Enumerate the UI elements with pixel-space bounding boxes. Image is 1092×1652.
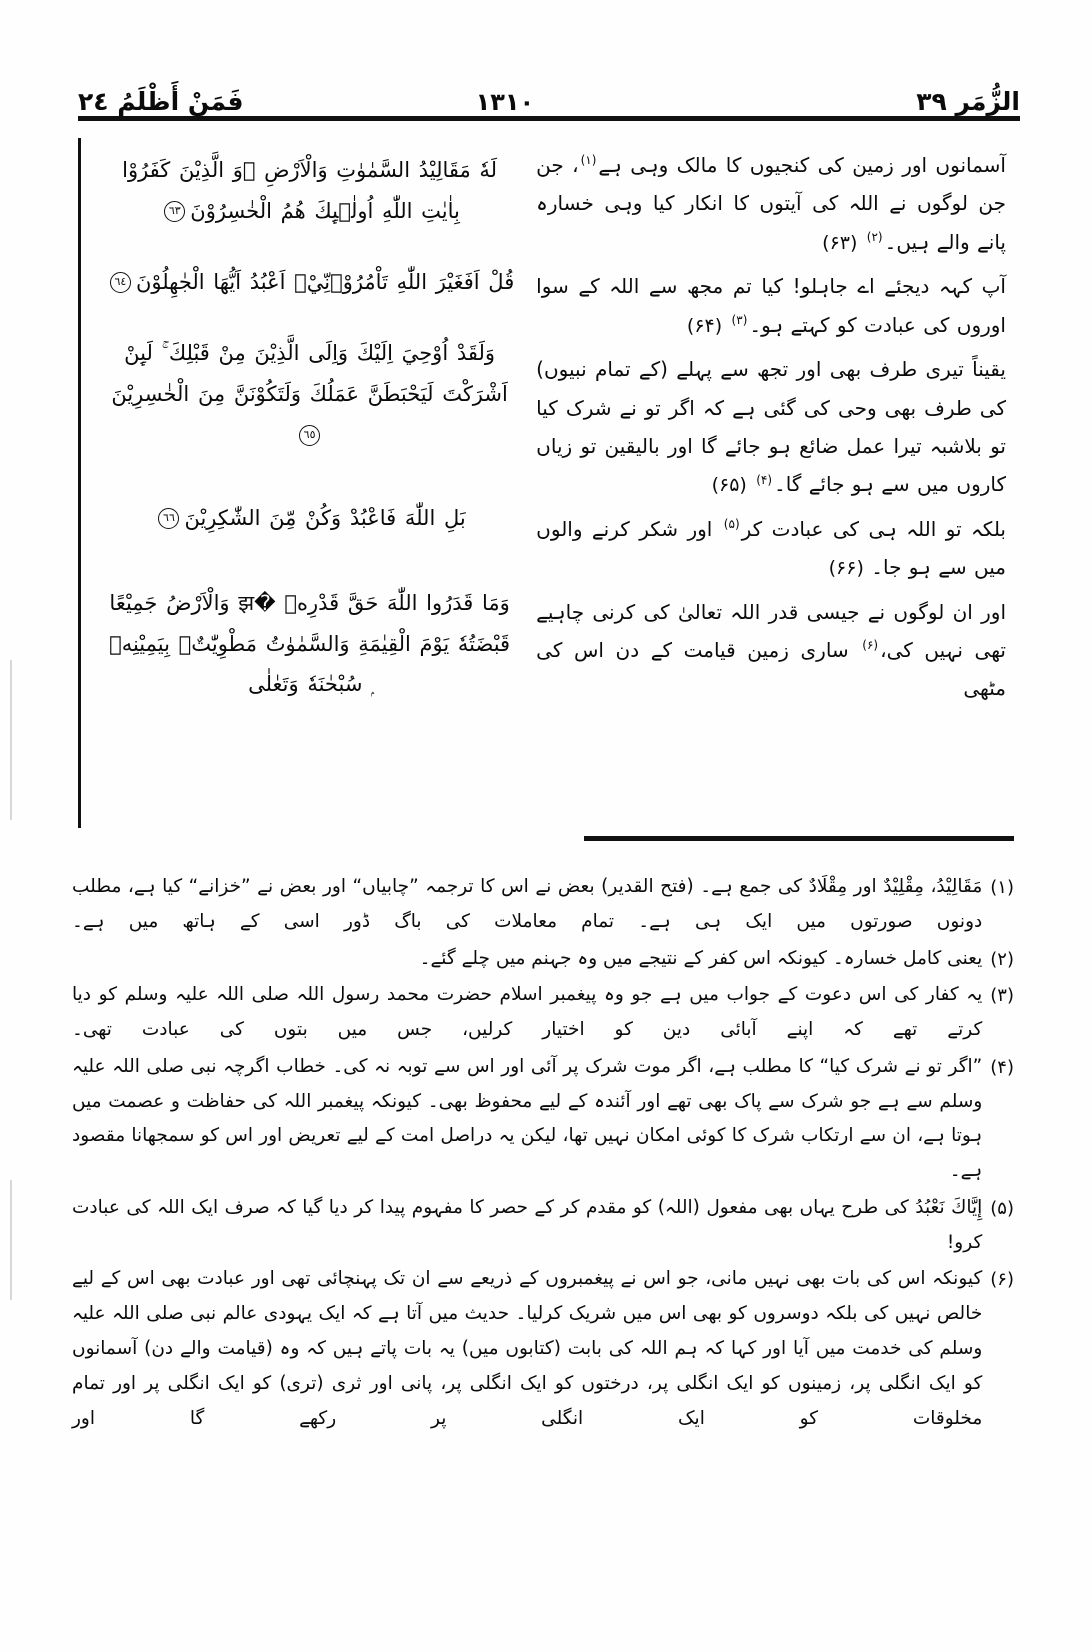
footnote-ref-2: (۳)	[731, 312, 748, 327]
footnote-item	[72, 1262, 1014, 1436]
quran-verse	[99, 583, 520, 706]
footnote-text: یہ کفار کی اس دعوت کے جواب میں ہے جو وہ پیغمبر اسلام حضرت محمد رسول اللہ صلی اللہ علیہ وسلم کو دیا کرتے تھے کہ اپنے آبائی دین کو اختیار کرلیں، جس میں بتوں کی عبادت تھی۔	[72, 984, 983, 1041]
footnote-ref: (۶)	[862, 638, 879, 653]
translation-paragraph	[536, 146, 1006, 261]
footnote-item	[72, 1191, 1014, 1261]
footnote-ref-2: (۴)	[756, 472, 773, 487]
running-header	[78, 62, 1020, 114]
translation-text: آپ کہہ دیجئے اے جاہلو! کیا تم مجھ سے اللہ کے سوا اوروں کی عبادت کو کہتے ہو۔	[536, 274, 1006, 337]
ayah-number-marker: ٦٦	[158, 508, 179, 529]
footnote-number: (۶)	[990, 1269, 1014, 1291]
translation-text: آسمانوں اور زمین کی کنجیوں کا مالک وہی ہے	[598, 153, 1006, 177]
translation-text: اور ان لوگوں نے جیسی قدر اللہ تعالیٰ کی کرنی چاہیے تھی نہیں کی،	[536, 599, 1006, 662]
footnote-ref: (۵)	[723, 517, 740, 532]
footnote-ref-2: (۲)	[866, 230, 883, 245]
verse-text: لَهٗ مَقَالِيْدُ السَّمٰوٰتِ وَالْاَرْضِ ۭوَ الَّذِيْنَ كَفَرُوْا بِاٰيٰتِ اللّٰهِ اُولٰۗىِٕكَ هُمُ الْخٰسِرُوْنَ	[122, 158, 498, 223]
verse-text: بَلِ اللّٰهَ فَاعْبُدْ وَكُنْ مِّنَ الشّٰكِرِيْنَ	[184, 505, 466, 530]
footnote-block	[72, 870, 1014, 1632]
footnote-text: کیونکہ اس کی بات بھی نہیں مانی، جو اس نے پیغمبروں کے ذریعے سے ان تک پہنچائی تھی اور عبادت بھی اس کے لیے خالص نہیں کی بلکہ دوسروں کو بھی اس میں شریک کرلیا۔ حدیث میں آتا ہے کہ ایک یہودی عالم نبی صلی اللہ علیہ وسلم کی خدمت میں آیا اور کہا کہ ہم اللہ کی بابت (کتابوں میں) یہ بات پاتے ہیں کہ وہ (قیامت والے دن) آسمانوں کو ایک انگلی پر، زمینوں کو ایک انگلی پر، درختوں کو ایک انگلی پر، پانی اور ثری (تری) کو ایک انگلی پر اور تمام مخلوقات کو ایک انگلی پر رکھے گا اور	[72, 1268, 983, 1429]
footnote-item	[72, 942, 1014, 977]
translation-paragraph	[536, 593, 1006, 708]
page-number: ١٣١٠	[475, 88, 535, 116]
quran-verse	[99, 333, 520, 456]
footnote-number: (۵)	[990, 1197, 1014, 1219]
ayah-number-marker: ٦٤	[110, 272, 131, 293]
translation-paragraph	[536, 350, 1006, 504]
translation-text-cont: ، جن جن لوگوں نے اللہ کی آیتوں کا انکار کیا وہی خسارہ پانے والے ہیں۔	[536, 153, 1006, 254]
footnote-text: مَقَالِيْدُ، مِقْلِيْدٌ اور مِقْلَادٌ کی جمع ہے۔ (فتح القدیر) بعض نے اس کا ترجمہ ”چابیاں“ اور بعض نے ”خزانے“ کیا ہے، مطلب دونوں صورتوں میں ایک ہی ہے۔ تمام معاملات کی باگ ڈور اسی کے ہاتھ میں ہے۔	[72, 876, 983, 932]
verse-number: (۶۶)	[828, 557, 864, 580]
quran-verse	[99, 150, 520, 232]
translation-paragraph	[536, 267, 1006, 344]
footnote-number: (۴)	[990, 1056, 1014, 1078]
translation-paragraph	[536, 510, 1006, 587]
ayah-number-marker: ٦٥	[299, 425, 320, 446]
footnote-divider-rule	[584, 836, 1014, 841]
header-sura-label: الزُّمَر ٣٩	[916, 87, 1020, 116]
quran-verse	[99, 262, 520, 303]
ayah-number-marker: ٦٣	[164, 201, 185, 222]
footnote-item	[72, 978, 1014, 1048]
verse-number: (۶۳)	[822, 231, 858, 254]
verse-text: وَلَقَدْ اُوْحِيَ اِلَيْكَ وَاِلَى الَّذِيْنَ مِنْ قَبْلِكَ ۚ لَىِٕنْ اَشْرَكْتَ لَيَحْبَطَنَّ عَمَلُكَ وَلَتَكُوْنَنَّ مِنَ الْخٰسِرِيْنَ	[111, 340, 508, 406]
verse-number: (۶۵)	[711, 474, 747, 497]
verse-number: (۶۴)	[686, 314, 723, 337]
footnote-number: (۲)	[990, 948, 1014, 970]
header-para-label: فَمَنْ أَظْلَمُ ٢٤	[78, 87, 244, 116]
header-divider-rule	[78, 116, 1020, 120]
footnote-text: ”اگر تو نے شرک کیا“ کا مطلب ہے، اگر موت شرک پر آئی اور اس سے توبہ نہ کی۔ خطاب اگرچہ نبی صلی اللہ علیہ وسلم سے ہے جو شرک سے پاک بھی تھے اور آئندہ کے لیے محفوظ بھی۔ کیونکہ پیغمبر اللہ کی حفاظت و عصمت میں ہوتا ہے، ان سے ارتکاب شرک کا کوئی امکان نہیں تھا، لیکن یہ دراصل امت کے لیے تعریض اور اس کو سمجھانا مقصود ہے۔	[72, 1055, 983, 1182]
translation-text-cont: اور شکر کرنے والوں میں سے ہو جا۔	[536, 516, 1006, 580]
text-columns	[78, 138, 1020, 828]
scan-edge-artifact	[10, 1180, 12, 1300]
footnote-text: إِيَّاكَ نَعْبُدُ کی طرح یہاں بھی مفعول (اللہ) کو مقدم کر کے حصر کا مفہوم پیدا کر دیا گیا کہ صرف ایک اللہ کی عبادت کرو!	[72, 1196, 983, 1253]
footnote-text: یعنی کامل خسارہ۔ کیونکہ اس کفر کے نتیجے میں وہ جہنم میں چلے گئے۔	[419, 947, 983, 969]
arabic-verse-column	[78, 138, 530, 828]
scan-edge-artifact	[10, 660, 12, 820]
verse-text: وَمَا قَدَرُوا اللّٰهَ حَقَّ قَدْرِهٖ �झ وَالْاَرْضُ جَمِيْعًا قَبْضَتُهٗ يَوْمَ الْقِيٰمَةِ وَالسَّمٰوٰتُ مَطْوِيّٰتٌۢ بِيَمِيْنِهٖ ۭ سُبْحٰنَهٗ وَتَعٰلٰى	[109, 590, 511, 697]
urdu-translation-column	[530, 138, 1020, 828]
footnote-number: (۳)	[990, 985, 1014, 1007]
footnote-ref: (۱)	[580, 153, 597, 168]
verse-text: قُلْ اَفَغَيْرَ اللّٰهِ تَاْمُرُوْۗنِّيْۗ اَعْبُدُ اَيُّهَا الْجٰهِلُوْنَ	[135, 269, 515, 294]
footnote-item	[72, 1050, 1014, 1189]
footnote-item	[72, 870, 1014, 940]
translation-text-cont: ساری زمین قیامت کے دن اس کی مٹھی	[536, 638, 1006, 701]
translation-text: بلکہ تو اللہ ہی کی عبادت کر	[741, 516, 1007, 541]
translation-text: یقیناً تیری طرف بھی اور تجھ سے پہلے (کے تمام نبیوں) کی طرف بھی وحی کی گئی ہے کہ اگر تو نے شرک کیا تو بلاشبہ تیرا عمل ضائع ہو جائے گا اور بالیقین تو زیاں کاروں میں سے ہو جائے گا۔	[536, 357, 1006, 497]
quran-verse	[99, 498, 520, 539]
footnote-number: (۱)	[990, 877, 1014, 898]
